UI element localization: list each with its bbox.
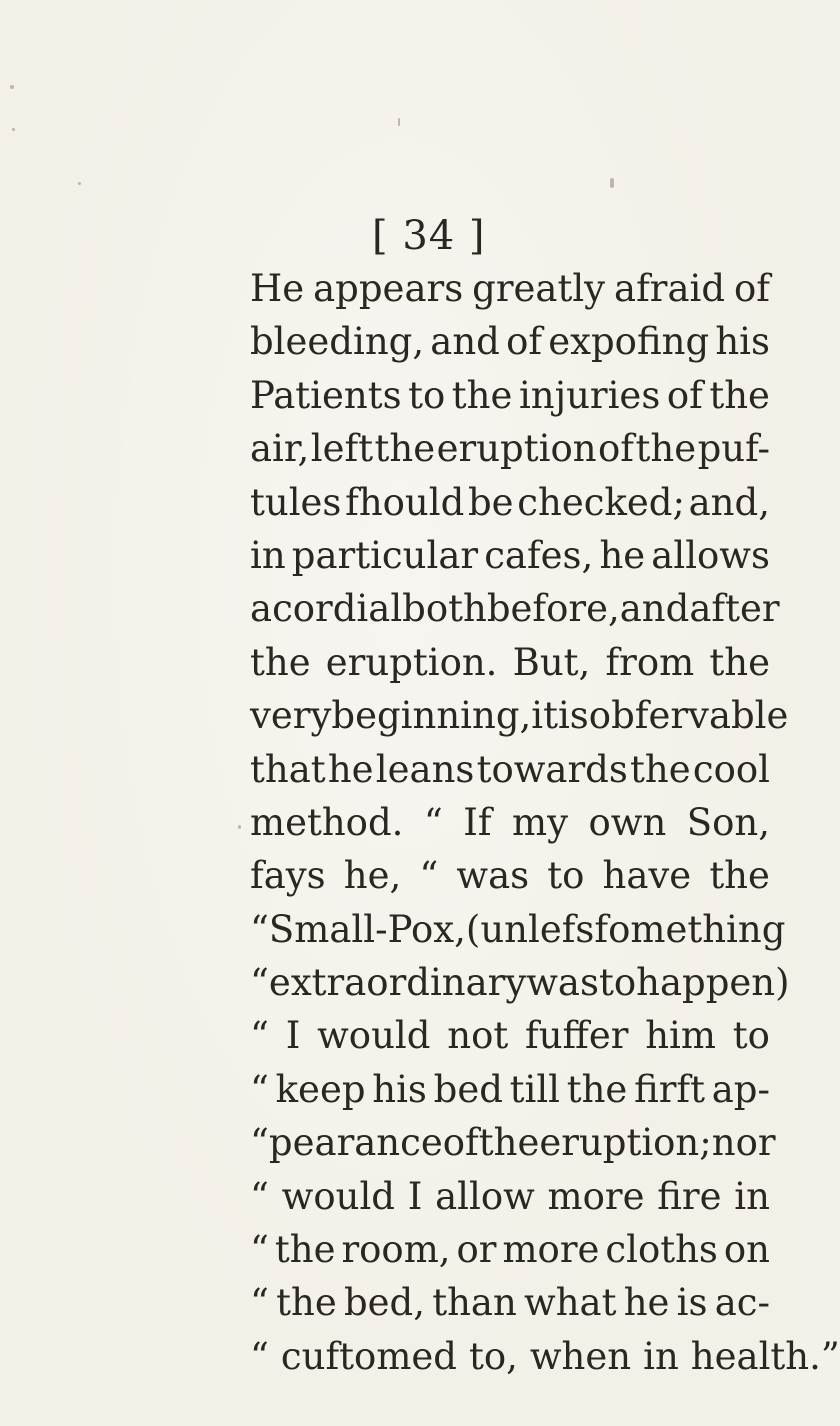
word: I: [285, 1014, 301, 1058]
text-line-8: [250, 636, 770, 689]
text-line-19: [250, 1223, 770, 1276]
text-line-20: [250, 1276, 770, 1329]
quote-mark: “: [250, 1281, 269, 1325]
word: puf-: [697, 427, 770, 471]
word: is: [557, 694, 589, 738]
word: he,: [343, 854, 402, 898]
word: beginning,: [331, 694, 532, 738]
word: bed: [433, 1067, 503, 1111]
paper-speck: [78, 182, 81, 185]
text-line-2: [250, 315, 770, 368]
word: eruption;: [539, 1121, 712, 1165]
word: the: [374, 427, 436, 471]
word: ap-: [711, 1067, 770, 1111]
paper-speck: [238, 825, 241, 829]
word: the: [709, 373, 770, 417]
word: was: [456, 854, 530, 898]
word: He: [250, 267, 305, 310]
word: cafes,: [484, 533, 594, 577]
word: his: [715, 320, 770, 364]
word: is: [676, 1281, 708, 1325]
word: checked;: [517, 480, 685, 524]
word: obfervable: [588, 694, 789, 738]
quote-mark: “: [250, 1334, 269, 1378]
paper-speck: [10, 85, 14, 89]
word: till: [509, 1067, 561, 1111]
text-line-18: [250, 1170, 770, 1223]
word: it: [531, 694, 558, 738]
word: to: [547, 854, 585, 898]
word: on: [723, 1228, 770, 1272]
word: keep: [275, 1067, 366, 1111]
word: that: [250, 747, 326, 791]
word: to: [732, 1014, 770, 1058]
word: of: [598, 427, 635, 471]
page-number: [ 34 ]: [372, 213, 486, 259]
text-line-4: [250, 422, 770, 475]
word: would: [317, 1014, 431, 1058]
word: his: [372, 1067, 427, 1111]
word: leans: [375, 747, 475, 791]
word: allows: [651, 533, 770, 577]
text-line-7: [250, 582, 780, 635]
word: cool: [692, 747, 770, 791]
word: have: [602, 854, 692, 898]
text-line-11: [250, 796, 770, 849]
word: before,: [486, 587, 620, 631]
word: fays: [250, 854, 326, 898]
quote-mark: “: [250, 1121, 269, 1165]
word: of: [442, 1121, 479, 1165]
text-line-10: [250, 743, 770, 796]
word: left: [310, 427, 374, 471]
word: Patients: [250, 373, 402, 417]
text-line-5: [250, 476, 770, 529]
word: bleeding,: [250, 320, 425, 364]
word: and,: [688, 480, 770, 524]
text-line-1: [250, 262, 770, 315]
word: after: [689, 587, 780, 631]
word: the: [478, 1121, 540, 1165]
word: fuffer: [525, 1014, 629, 1058]
text-line-13: [250, 903, 786, 956]
word: than: [432, 1281, 517, 1325]
word: he: [327, 747, 374, 791]
word: ac-: [714, 1281, 770, 1325]
text-line-14: [250, 956, 790, 1009]
word: appears: [313, 267, 464, 310]
word: of: [666, 373, 703, 417]
word: pearance: [268, 1121, 443, 1165]
word: expofing: [548, 320, 710, 364]
word: a: [250, 587, 273, 631]
quote-mark: “: [423, 800, 443, 844]
word: the: [630, 747, 691, 791]
word: tules: [250, 480, 342, 524]
word: the: [451, 373, 513, 417]
word: cloths: [605, 1228, 718, 1272]
word: him: [645, 1014, 716, 1058]
text-line-9: [250, 689, 789, 742]
paper-speck: [12, 128, 15, 131]
word: of: [506, 320, 543, 364]
word: what: [524, 1281, 617, 1325]
word: of: [734, 267, 770, 310]
word: would: [281, 1174, 395, 1218]
word: the: [709, 640, 770, 684]
quote-mark: “: [250, 1228, 269, 1272]
word: injuries: [518, 373, 661, 417]
word: But,: [512, 640, 591, 684]
body-text: [250, 262, 840, 1383]
text-line-6: [250, 529, 770, 582]
quote-mark: “: [419, 854, 439, 898]
word: in: [250, 533, 286, 577]
quote-mark: “: [250, 907, 269, 951]
word: particular: [291, 533, 479, 577]
word: happen): [636, 961, 790, 1005]
paper-speck: [398, 118, 400, 126]
word: eruption: [436, 427, 597, 471]
quote-mark: “: [250, 961, 269, 1005]
word: cuftomed: [280, 1334, 457, 1378]
word: own: [588, 800, 667, 844]
word: more: [547, 1174, 645, 1218]
word: Small-Pox,: [268, 907, 466, 951]
word: towards: [476, 747, 628, 791]
word: to: [598, 961, 637, 1005]
word: when: [529, 1334, 632, 1378]
word: extraordinary: [268, 961, 527, 1005]
quote-mark: “: [250, 1174, 269, 1218]
quote-mark: “: [250, 1014, 269, 1058]
text-line-16: [250, 1063, 770, 1116]
word: or: [456, 1228, 497, 1272]
word: he: [599, 533, 646, 577]
word: afraid: [614, 267, 726, 310]
word: in: [643, 1334, 679, 1378]
word: I: [407, 1174, 423, 1218]
word: greatly: [472, 267, 606, 310]
text-line-3: [250, 369, 770, 422]
word: the: [274, 1228, 336, 1272]
word: the: [635, 427, 697, 471]
word: fire: [657, 1174, 722, 1218]
word: and: [430, 320, 500, 364]
word: nor: [711, 1121, 776, 1165]
word: (unlefs: [465, 907, 595, 951]
word: the: [566, 1067, 628, 1111]
text-line-21: [250, 1330, 840, 1383]
text-line-17: [250, 1116, 776, 1169]
word: my: [512, 800, 569, 844]
word: eruption.: [325, 640, 498, 684]
word: from: [605, 640, 695, 684]
word: more: [502, 1228, 600, 1272]
word: to,: [468, 1334, 518, 1378]
word: fhould: [345, 480, 465, 524]
text-line-15: [250, 1009, 770, 1062]
word: health.”: [690, 1334, 840, 1378]
word: and: [619, 587, 690, 631]
word: the: [709, 854, 770, 898]
text-line-12: [250, 849, 770, 902]
word: room,: [341, 1228, 451, 1272]
word: in: [734, 1174, 770, 1218]
word: fomething: [594, 907, 786, 951]
word: was: [526, 961, 599, 1005]
word: be: [467, 480, 514, 524]
quote-mark: “: [250, 1067, 269, 1111]
paper-speck: [610, 178, 614, 188]
word: both: [402, 587, 487, 631]
word: method.: [250, 800, 404, 844]
word: he: [623, 1281, 670, 1325]
word: very: [250, 694, 332, 738]
word: to: [408, 373, 446, 417]
word: allow: [435, 1174, 535, 1218]
word: Son,: [686, 800, 770, 844]
word: the: [276, 1281, 337, 1325]
word: not: [447, 1014, 509, 1058]
word: bed,: [343, 1281, 425, 1325]
word: If: [463, 800, 492, 844]
word: the: [250, 640, 311, 684]
word: firft: [634, 1067, 705, 1111]
word: cordial: [272, 587, 403, 631]
word: air,: [250, 427, 310, 471]
